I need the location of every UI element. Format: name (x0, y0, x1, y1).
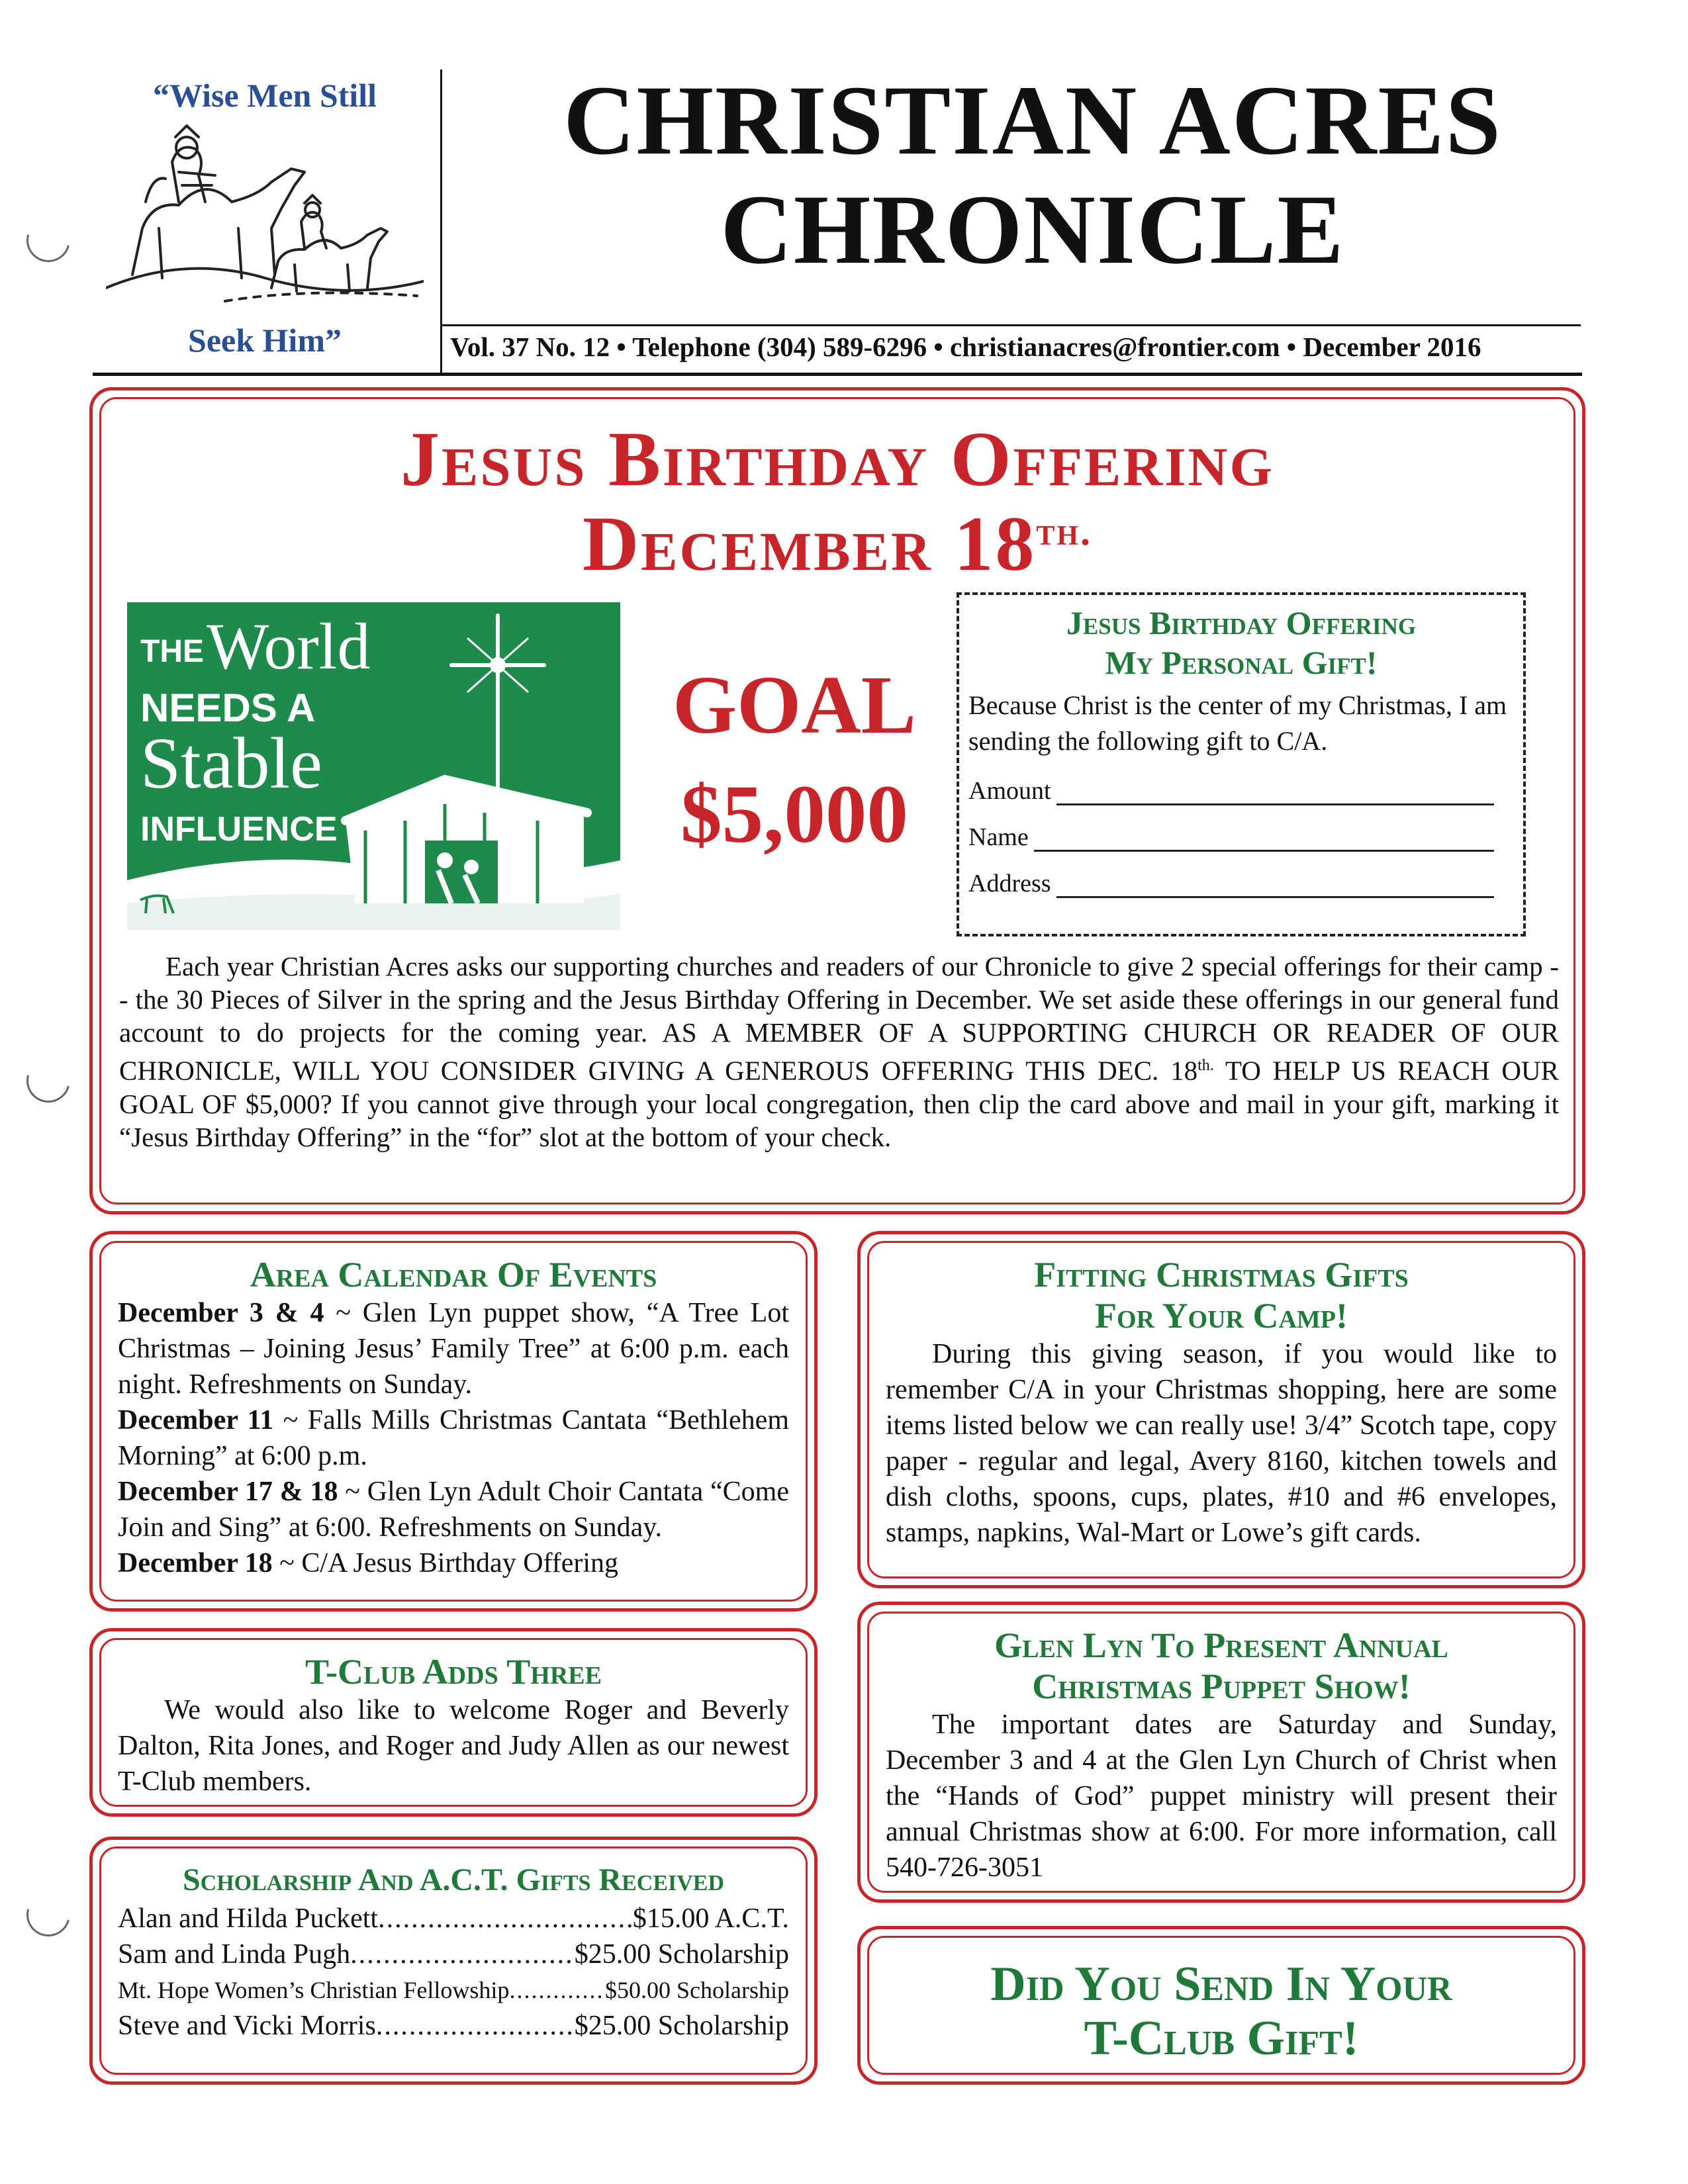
punch-hole-mark (19, 1051, 78, 1111)
christmas-gifts-body (886, 1336, 1557, 1551)
gift-leader-dots (350, 1936, 575, 1972)
world-needs-stable-ad (127, 602, 620, 930)
gift-card-title-line2: My Personal Gift! (1105, 644, 1378, 681)
masthead-rule-bottom (93, 373, 1582, 376)
calendar-item-text: ~ C/A Jesus Birthday Offering (272, 1548, 619, 1578)
gift-card-title-line1: Jesus Birthday Offering (1066, 604, 1417, 641)
punch-hole-mark (19, 1885, 78, 1944)
gift-amount: $25.00 Scholarship (574, 1939, 789, 1970)
christmas-gifts-title-line1: Fitting Christmas Gifts (1034, 1255, 1409, 1295)
masthead-divider (440, 69, 442, 374)
goal-amount: $5,000 (680, 769, 908, 860)
scholarship-section (89, 1837, 818, 2085)
calendar-section (89, 1231, 818, 1612)
logo-bottom-text: Seek Him” (188, 322, 342, 359)
gift-leader-dots (378, 1901, 633, 1936)
calendar-item-date: December 17 & 18 (118, 1477, 338, 1507)
gift-card-address-field[interactable] (1056, 874, 1494, 898)
christmas-gifts-title (886, 1254, 1557, 1336)
gift-amount: $15.00 A.C.T. (632, 1903, 789, 1934)
goal-label: GOAL (672, 660, 917, 751)
masthead-title-line2: CHRONICLE (720, 175, 1345, 285)
puppet-show-title-line2: Christmas Puppet Show! (1032, 1666, 1411, 1706)
tclub-gift-section (857, 1926, 1585, 2085)
offering-section (89, 387, 1585, 1214)
gift-donor: Mt. Hope Women’s Christian Fellowship (118, 1977, 510, 2003)
tclub-gift-title-line1: Did You Send In Your (990, 1957, 1452, 2011)
tclub-body (118, 1692, 789, 1799)
ad-text-the: THE (140, 634, 204, 669)
tclub-gift-title-line2: T-Club Gift! (1084, 2011, 1359, 2066)
gift-leader-dots (376, 2008, 575, 2044)
calendar-item-text: ~ Glen Lyn puppet show, “A Tree Lot Christmas – Joining Jesus’ Family Tree” at 6:00 p.m. each night. Refreshments on Sunday. (118, 1298, 789, 1400)
tclub-title: T-Club Adds Three (305, 1652, 602, 1692)
gift-card-name-field[interactable] (1034, 827, 1494, 852)
offering-body-part1: Each year Christian Acres asks our supporting churches and readers of our Chronicle to give 2 special offerings for their camp - - the 30 Pieces of Silver in the spring and the Jesus Birthday Offering in December. We set aside these offerings in our general fund account to do projects for the coming year. AS A MEMBER OF A SUPPORTING CHURCH OR READER OF OUR CHRONICLE, WILL YOU CONSIDER GIVING A GENEROUS OFFERING THIS DEC. 18 (119, 951, 1559, 1086)
ad-text-stable: Stable (140, 723, 322, 803)
gift-card-address-label: Address (968, 870, 1051, 897)
gift-card-name-label: Name (968, 823, 1029, 851)
gift-card-name-row (968, 823, 1514, 852)
ad-text-world: World (207, 610, 371, 683)
gift-donor: Alan and Hilda Puckett (118, 1903, 379, 1934)
puppet-show-body-text: The important dates are Saturday and Sunday, December 3 and 4 at the Glen Lyn Church of Christ when the “Hands of God” puppet ministry will present their annual Christmas show at 6:00. For more information, call 540-726-3051 (886, 1709, 1557, 1883)
gift-amount: $50.00 Scholarship (605, 1977, 789, 2003)
ad-text-influence: INFLUENCE (140, 810, 338, 848)
gift-card-text: Because Christ is the center of my Christmas, I am sending the following gift to C/A. (968, 690, 1507, 756)
scholarship-gift-row (118, 1972, 789, 2008)
puppet-show-title (886, 1625, 1557, 1707)
christmas-gifts-section (857, 1231, 1585, 1588)
calendar-item-date: December 11 (118, 1405, 274, 1435)
christmas-gifts-body-text: During this giving season, if you would like to remember C/A in your Christmas shopping, here are some items listed below we can really use! 3/4” Scotch tape, copy paper - regular and legal, Avery 8160, kitchen towels and dish cloths, spoons, cups, plates, #10 and #6 envelopes, stamps, napkins, Wal-Mart or Lowe’s gift cards. (886, 1339, 1557, 1548)
offering-date-suffix: th. (1036, 510, 1093, 553)
calendar-item (118, 1295, 789, 1402)
calendar-item-text: ~ Glen Lyn Adult Choir Cantata “Come Join and Sing” at 6:00. Refreshments on Sunday. (118, 1477, 789, 1543)
offering-body-part2: TO HELP US REACH OUR GOAL OF $5,000? If you cannot give through your local congregation, then clip the card above and mail in your gift, marking it “Jesus Birthday Offering” in the “for” slot at the bottom of your check. (119, 1055, 1559, 1152)
calendar-item-text: ~ Falls Mills Christmas Cantata “Bethlehem Morning” at 6:00 p.m. (118, 1405, 789, 1471)
scholarship-gift-row (118, 1901, 789, 1936)
offering-body-text (119, 950, 1559, 1154)
calendar-item (118, 1474, 789, 1545)
gift-card-title (968, 603, 1514, 682)
scholarship-title: Scholarship And A.C.T. Gifts Received (182, 1862, 725, 1897)
offering-title-line2 (93, 502, 1582, 586)
gift-card-amount-label: Amount (968, 777, 1051, 805)
calendar-item-date: December 3 & 4 (118, 1298, 324, 1328)
personal-gift-card[interactable] (957, 592, 1526, 936)
christmas-gifts-title-line2: For Your Camp! (1095, 1296, 1348, 1336)
wise-men-camels-icon (106, 122, 424, 321)
calendar-item (118, 1402, 789, 1474)
puppet-show-body (886, 1707, 1557, 1886)
tclub-section (89, 1628, 818, 1817)
tclub-body-text: We would also like to welcome Roger and Beverly Dalton, Rita Jones, and Roger and Judy Allen as our newest T-Club members. (118, 1695, 789, 1797)
masthead-title (457, 66, 1609, 285)
calendar-item-date: December 18 (118, 1548, 273, 1578)
gift-card-address-row (968, 869, 1514, 898)
gift-amount: $25.00 Scholarship (574, 2011, 789, 2041)
offering-title-line1: Jesus Birthday Offering (400, 416, 1275, 502)
masthead-rule-top (442, 324, 1581, 326)
masthead-title-line1: CHRISTIAN ACRES (563, 66, 1502, 175)
tclub-gift-title (886, 1957, 1557, 2066)
masthead-info: Vol. 37 No. 12 • Telephone (304) 589-6296 • christianacres@frontier.com • December 2016 (450, 332, 1481, 362)
offering-title (93, 417, 1582, 586)
masthead-logo (93, 63, 437, 367)
offering-body-sup: th. (1197, 1057, 1214, 1074)
gift-leader-dots (509, 1972, 605, 2008)
ad-text-needs-a: NEEDS A (140, 686, 316, 730)
offering-date: December 18 (582, 500, 1037, 587)
gift-card-amount-field[interactable] (1056, 781, 1494, 805)
scholarship-gift-row (118, 2008, 789, 2044)
puppet-show-section (857, 1602, 1585, 1903)
puppet-show-title-line1: Glen Lyn To Present Annual (994, 1625, 1448, 1665)
logo-top-text: “Wise Men Still (153, 77, 377, 114)
punch-hole-mark (19, 210, 78, 270)
gift-card-amount-row (968, 776, 1514, 805)
gift-donor: Steve and Vicki Morris (118, 2011, 376, 2041)
gift-donor: Sam and Linda Pugh (118, 1939, 351, 1970)
scholarship-gift-row (118, 1936, 789, 1972)
calendar-title: Area Calendar Of Events (250, 1255, 657, 1295)
calendar-item (118, 1545, 789, 1581)
